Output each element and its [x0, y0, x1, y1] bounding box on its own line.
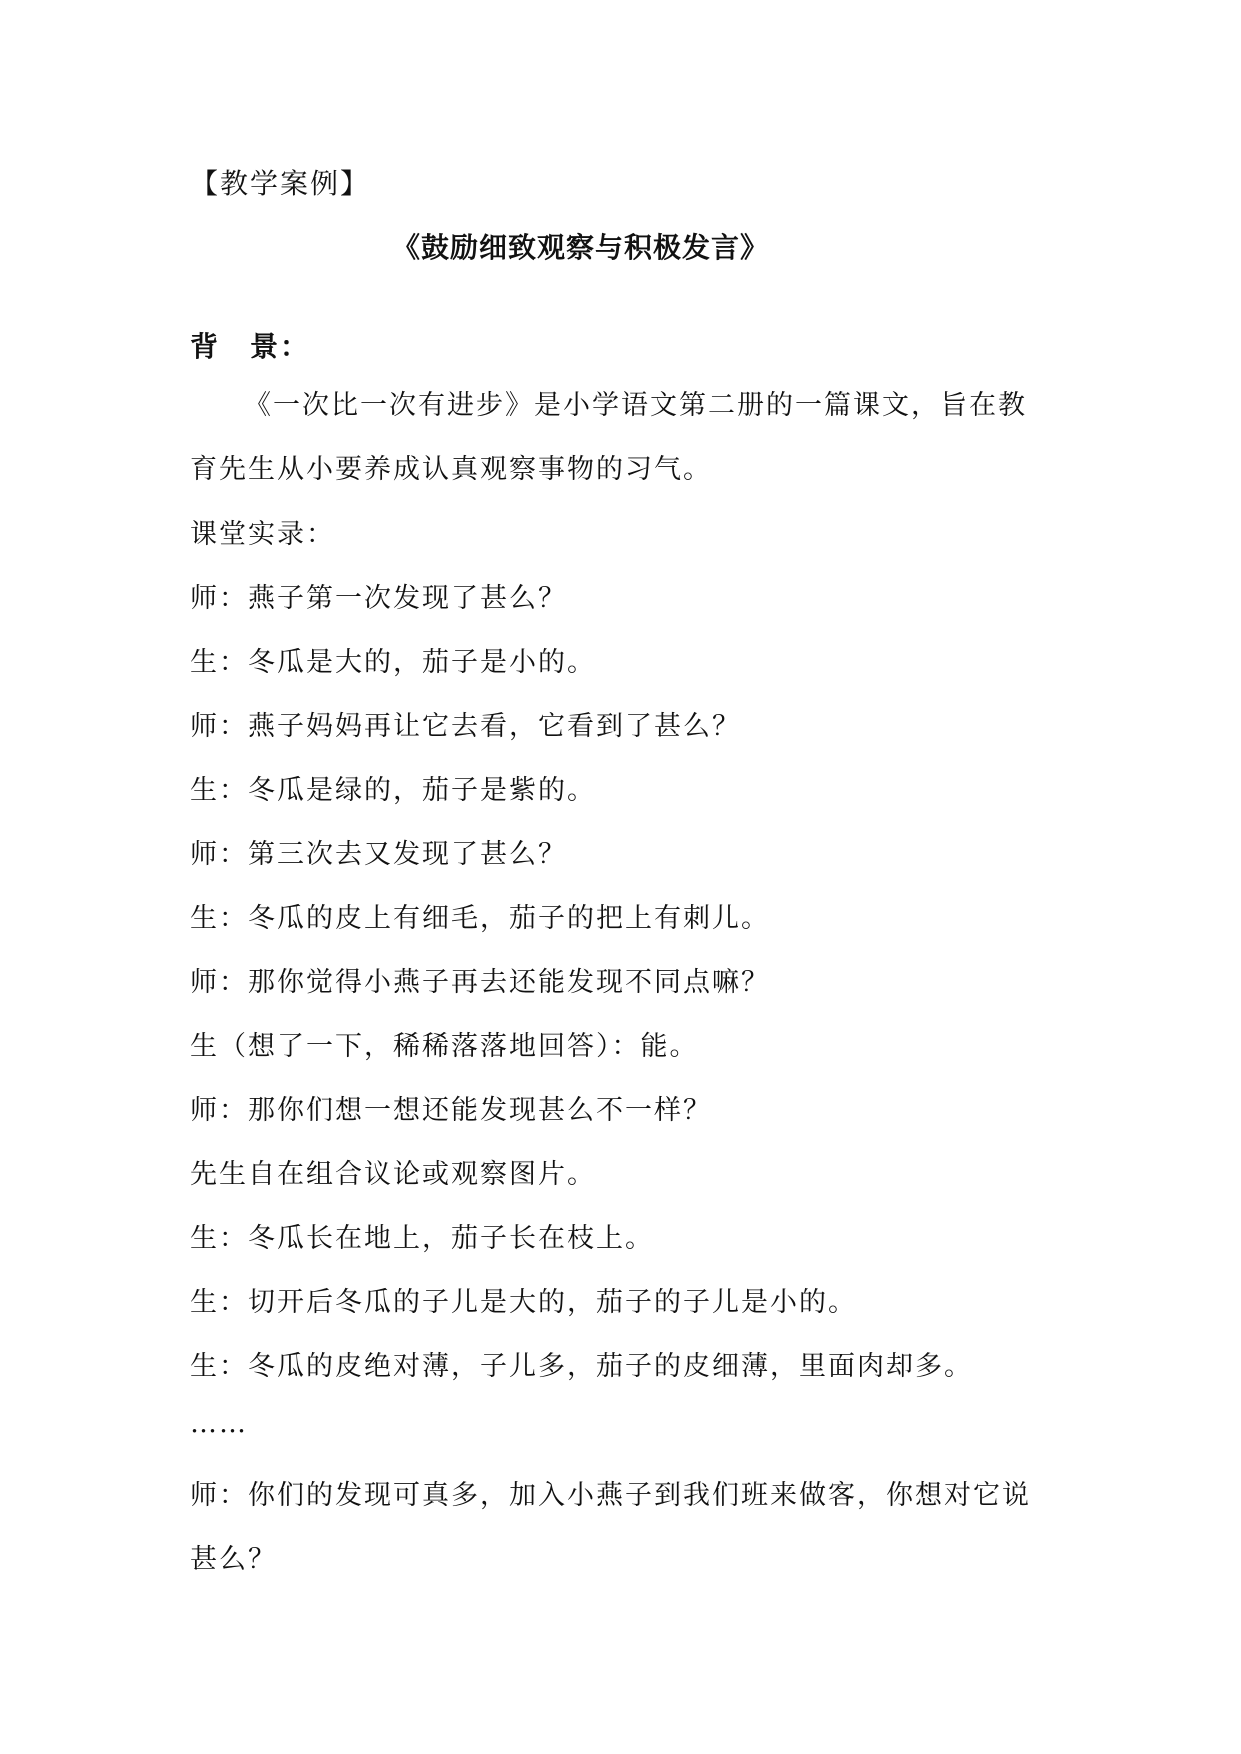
dialogue-line: 生：冬瓜长在地上，茄子长在枝上。 — [190, 1223, 654, 1254]
dialogue-line: 生：切开后冬瓜的子儿是大的，茄子的子儿是小的。 — [190, 1287, 857, 1318]
dialogue-line: 师：燕子妈妈再让它去看，它看到了甚么？ — [190, 711, 741, 742]
dialogue-line: 师：你们的发现可真多，加入小燕子到我们班来做客，你想对它说 — [190, 1480, 1031, 1511]
section-tag: 【教学案例】 — [190, 167, 371, 200]
record-heading: 课堂实录： — [190, 519, 335, 550]
dialogue-line: 生：冬瓜的皮绝对薄，子儿多，茄子的皮细薄，里面肉却多。 — [190, 1351, 973, 1382]
background-paragraph-line: 育先生从小要养成认真观察事物的习气。 — [190, 454, 712, 485]
ellipsis: …… — [190, 1408, 248, 1439]
document-title: 《鼓励细致观察与积极发言》 — [392, 231, 770, 264]
dialogue-line: 甚么？ — [190, 1544, 277, 1575]
dialogue-line: 师：那你觉得小燕子再去还能发现不同点嘛？ — [190, 967, 770, 998]
dialogue-line: 师：第三次去又发现了甚么？ — [190, 839, 567, 870]
dialogue-line: 生：冬瓜是大的，茄子是小的。 — [190, 647, 596, 678]
background-heading: 背 景： — [190, 330, 311, 363]
background-paragraph-line: 《一次比一次有进步》是小学语文第二册的一篇课文，旨在教 — [244, 390, 1027, 421]
dialogue-line: 师：燕子第一次发现了甚么？ — [190, 583, 567, 614]
dialogue-line: 先生自在组合议论或观察图片。 — [190, 1159, 596, 1190]
dialogue-line: 师：那你们想一想还能发现甚么不一样？ — [190, 1095, 712, 1126]
dialogue-line: 生：冬瓜的皮上有细毛，茄子的把上有刺儿。 — [190, 903, 770, 934]
dialogue-line: 生：冬瓜是绿的，茄子是紫的。 — [190, 775, 596, 806]
dialogue-line: 生（想了一下，稀稀落落地回答）：能。 — [190, 1031, 699, 1062]
